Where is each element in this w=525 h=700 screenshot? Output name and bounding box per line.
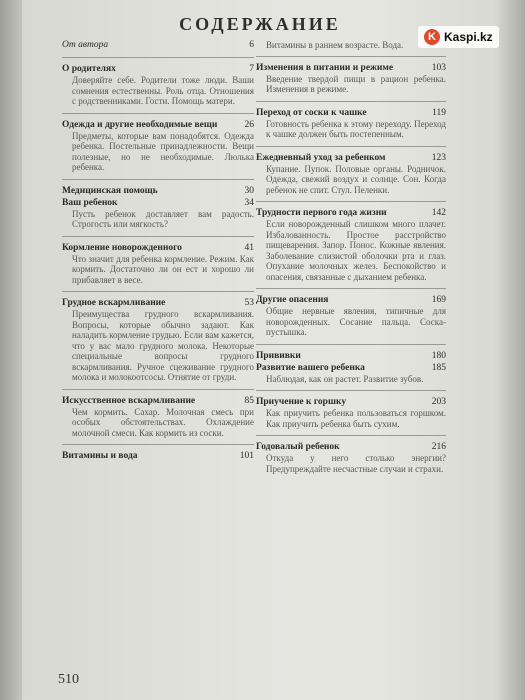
watermark-logo xyxy=(418,26,499,48)
toc-entry-heading xyxy=(256,363,446,374)
toc-entry-page: 142 xyxy=(431,208,446,218)
toc-entry-page: 30 xyxy=(244,185,254,196)
toc-entry-description: Готовность ребенка к этому переходу. Переход к чашке должен быть постепенным. xyxy=(266,118,446,139)
toc-entry-description: Как приучить ребенка пользоваться горшком. Как приучить ребенка быть сухим. xyxy=(266,408,446,429)
toc-entry-title: Трудности первого года жизни xyxy=(256,208,387,218)
toc-entry-page: 101 xyxy=(239,451,254,461)
toc-entry-page: 7 xyxy=(249,64,254,74)
toc-entry-heading xyxy=(256,397,446,408)
toc-entry-page: 180 xyxy=(431,350,446,361)
toc-entry-title: Развитие вашего ребенка xyxy=(256,362,365,373)
section-divider xyxy=(62,444,254,445)
toc-entry xyxy=(62,40,254,51)
toc-entry-title: Витамины и вода xyxy=(62,451,138,461)
toc-entry-title: От автора xyxy=(62,40,109,50)
section-divider xyxy=(256,435,446,436)
section-divider xyxy=(62,236,254,237)
toc-entry xyxy=(256,108,446,140)
toc-entry xyxy=(256,153,446,196)
toc-entry xyxy=(62,198,254,230)
section-divider xyxy=(62,57,254,58)
toc-entry xyxy=(256,397,446,429)
toc-entry-description: Если новорожденный слишком много плачет. Избалованность. Простое расстройство пищеварения. Запор. Понос. Кожные явления. Заболевание слизистой оболочки рта и глаз. Опухание молочных желез. Беспокойство и опасения, связанные с дыханием ребенка. xyxy=(266,219,446,282)
toc-entry xyxy=(62,120,254,173)
toc-entry-page: 53 xyxy=(244,298,254,308)
toc-entry xyxy=(256,442,446,474)
toc-entry xyxy=(256,63,446,95)
toc-entry-page: 6 xyxy=(249,40,254,50)
book-spine xyxy=(0,0,22,700)
section-divider xyxy=(62,389,254,390)
page-number: 510 xyxy=(58,672,79,687)
toc-entry xyxy=(62,396,254,439)
toc-entry-heading xyxy=(256,442,446,453)
toc-entry-page: 119 xyxy=(432,107,446,118)
toc-entry-page: 216 xyxy=(431,442,446,452)
section-divider xyxy=(256,201,446,202)
toc-entry xyxy=(62,298,254,383)
toc-entry-heading xyxy=(256,108,446,119)
toc-entry xyxy=(62,64,254,107)
toc-entry-heading xyxy=(62,198,254,209)
toc-entry-page: 85 xyxy=(244,395,254,406)
toc-entry-title: Одежда и другие необходимые вещи xyxy=(62,119,218,130)
toc-entry-page: 123 xyxy=(431,152,446,163)
toc-entry-heading xyxy=(62,396,254,407)
toc-entry-heading xyxy=(62,243,254,254)
toc-entry-title: Прививки xyxy=(256,350,301,361)
page-edge-shadow xyxy=(495,0,525,700)
toc-entry-title: Медицинская помощь xyxy=(62,185,158,196)
toc-entry xyxy=(256,363,446,385)
toc-right-column xyxy=(256,40,446,480)
kaspi-logo-icon: K xyxy=(424,29,440,45)
section-divider xyxy=(256,56,446,57)
toc-entry-description: Наблюдая, как он растет. Развитие зубов. xyxy=(266,373,424,384)
section-divider xyxy=(256,344,446,345)
toc-entry xyxy=(256,208,446,282)
toc-entry-page: 26 xyxy=(244,119,254,130)
toc-entry-title: Переход от соски к чашке xyxy=(256,107,367,118)
page-title: СОДЕРЖАНИЕ xyxy=(179,14,341,34)
toc-entry xyxy=(62,186,254,197)
toc-left-column xyxy=(62,40,254,468)
toc-entry-page: 103 xyxy=(431,62,446,73)
toc-entry-title: Изменения в питании и режиме xyxy=(256,62,394,73)
toc-entry-page: 203 xyxy=(431,397,446,407)
toc-entry-description: Что значит для ребенка кормление. Режим. Как кормить. Достаточно ли он ест и хорошо ли прибавляет в весе. xyxy=(72,253,254,285)
section-divider xyxy=(62,113,254,114)
section-divider xyxy=(256,146,446,147)
toc-entry-description: Предметы, которые вам понадобятся. Одежда ребенка. Постельные принадлежности. Вещи полезные, но не необходимые. Люлька ребенка. xyxy=(72,130,254,172)
toc-entry-description: Пусть ребенок доставляет вам радость. Строгость или мягкость? xyxy=(72,208,254,229)
toc-entry-heading xyxy=(256,351,446,362)
toc-entry-heading xyxy=(256,63,446,74)
toc-entry-title: Годовалый ребенок xyxy=(256,442,340,452)
toc-entry-heading xyxy=(62,40,254,51)
toc-entry-title: Другие опасения xyxy=(256,295,329,305)
toc-entry-description: Преимущества грудного вскармливания. Вопросы, которые обычно задают. Как наладить кормление грудью. Если вам кажется, что у вас мало грудного молока. Некоторые специальные вопросы грудного вскармливания. Ручное сцеживание грудного молока и молокоотсосы. Отнятие от груди. xyxy=(72,309,254,382)
toc-entry-heading xyxy=(256,295,446,306)
toc-continued-description: Витамины в раннем возрасте. Вода. xyxy=(266,40,404,50)
watermark-text: Kaspi.kz xyxy=(444,30,493,44)
toc-entry-description: Купание. Пупок. Половые органы. Родничок. Одежда, свежий воздух и солнце. Сон. Когда ребенок не спит. Стул. Пеленки. xyxy=(266,163,446,195)
toc-entry xyxy=(62,243,254,286)
section-divider xyxy=(256,288,446,289)
toc-entry-heading xyxy=(256,153,446,164)
toc-entry-heading xyxy=(256,208,446,219)
toc-entry-description: Чем кормить. Сахар. Молочная смесь при особых обстоятельствах. Охлаждение молочной смеси. Как кормить из соски. xyxy=(72,406,254,438)
toc-entry-title: Искусственное вскармливание xyxy=(62,395,196,406)
toc-entry-title: Ежедневный уход за ребенком xyxy=(256,152,386,163)
toc-entry-description: Введение твердой пищи в рацион ребенка. Изменения в режиме. xyxy=(266,73,446,94)
section-divider xyxy=(62,291,254,292)
toc-entry-title: Приучение к горшку xyxy=(256,397,347,407)
toc-entry-heading xyxy=(62,298,254,309)
toc-entry-title: Грудное вскармливание xyxy=(62,298,166,308)
toc-entry-heading xyxy=(62,451,254,462)
section-divider xyxy=(256,390,446,391)
toc-entry-title: Ваш ребенок xyxy=(62,197,118,208)
toc-entry xyxy=(256,351,446,362)
section-divider xyxy=(62,179,254,180)
toc-entry-heading xyxy=(62,186,254,197)
toc-entry-title: О родителях xyxy=(62,64,116,74)
section-divider xyxy=(256,101,446,102)
toc-entry-title: Кормление новорожденного xyxy=(62,242,182,253)
toc-entry-description: Общие нервные явления, типичные для новорожденных. Сосание пальца. Соска-пустышка. xyxy=(266,306,446,337)
toc-entry-description: Откуда у него столько энергии? Предупреждайте несчастные случаи и страхи. xyxy=(266,453,446,474)
toc-entry-page: 169 xyxy=(431,295,446,305)
toc-entry-heading xyxy=(62,120,254,131)
toc-entry-heading xyxy=(62,64,254,75)
toc-entry-page: 41 xyxy=(244,242,254,253)
toc-entry-description: Доверяйте себе. Родители тоже люди. Ваши сомнения естественны. Роль отца. Отношения с родственниками. Гости. Помощь матери. xyxy=(72,75,254,106)
toc-entry xyxy=(256,295,446,338)
toc-entry xyxy=(62,451,254,462)
toc-entry-page: 34 xyxy=(244,197,254,208)
toc-entry-page: 185 xyxy=(431,362,446,373)
